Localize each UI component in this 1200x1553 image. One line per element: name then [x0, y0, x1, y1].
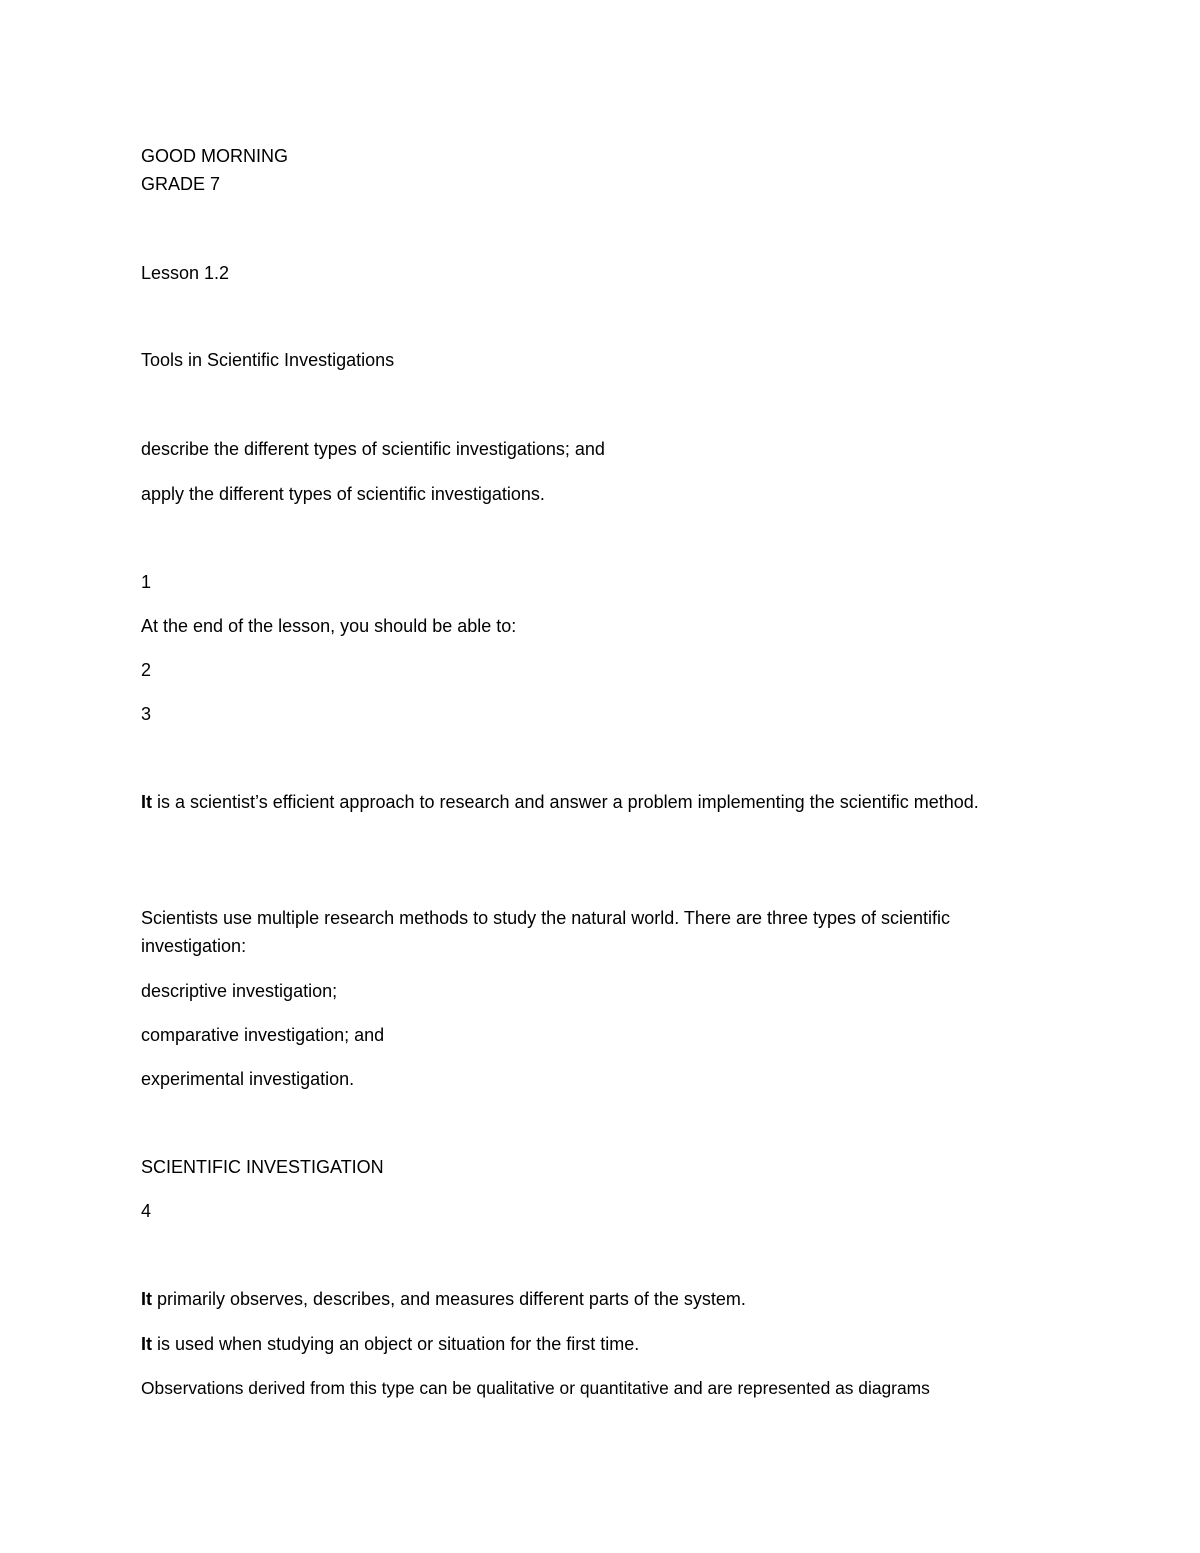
descriptive-point-3: Observations derived from this type can be qualitative or quantitative and are represented as diagrams — [141, 1378, 930, 1398]
slide-number-1: 1 — [141, 572, 152, 592]
slide-number-4: 4 — [141, 1201, 152, 1221]
descriptive-point-2-rest: is used when studying an object or situation for the first time. — [152, 1334, 640, 1354]
objective-2: apply the different types of scientific investigations. — [141, 484, 545, 504]
definition-paragraph — [141, 788, 1051, 816]
greeting-text: GOOD MORNING — [141, 146, 288, 166]
descriptive-point-1-rest: primarily observes, describes, and measures different parts of the system. — [152, 1289, 746, 1309]
slide-number-2: 2 — [141, 660, 152, 680]
definition-lead: It — [141, 792, 152, 812]
type-experimental: experimental investigation. — [141, 1069, 355, 1089]
slide-number-3: 3 — [141, 704, 152, 724]
objective-1: describe the different types of scientific investigations; and — [141, 439, 605, 459]
descriptive-point-1 — [141, 1285, 1051, 1313]
definition-rest: is a scientist’s efficient approach to research and answer a problem implementing the scientific method. — [152, 792, 979, 812]
descriptive-point-2 — [141, 1330, 1051, 1358]
type-comparative: comparative investigation; and — [141, 1025, 385, 1045]
lesson-label: Lesson 1.2 — [141, 263, 230, 283]
lesson-title: Tools in Scientific Investigations — [141, 350, 395, 370]
type-descriptive: descriptive investigation; — [141, 981, 338, 1001]
descriptive-point-1-lead: It — [141, 1289, 152, 1309]
grade-text: GRADE 7 — [141, 174, 221, 194]
types-intro-paragraph: Scientists use multiple research methods to study the natural world. There are three types of scientific investigation: — [141, 908, 951, 956]
descriptive-point-2-lead: It — [141, 1334, 152, 1354]
objectives-intro: At the end of the lesson, you should be able to: — [141, 616, 517, 636]
section-heading: SCIENTIFIC INVESTIGATION — [141, 1157, 384, 1177]
